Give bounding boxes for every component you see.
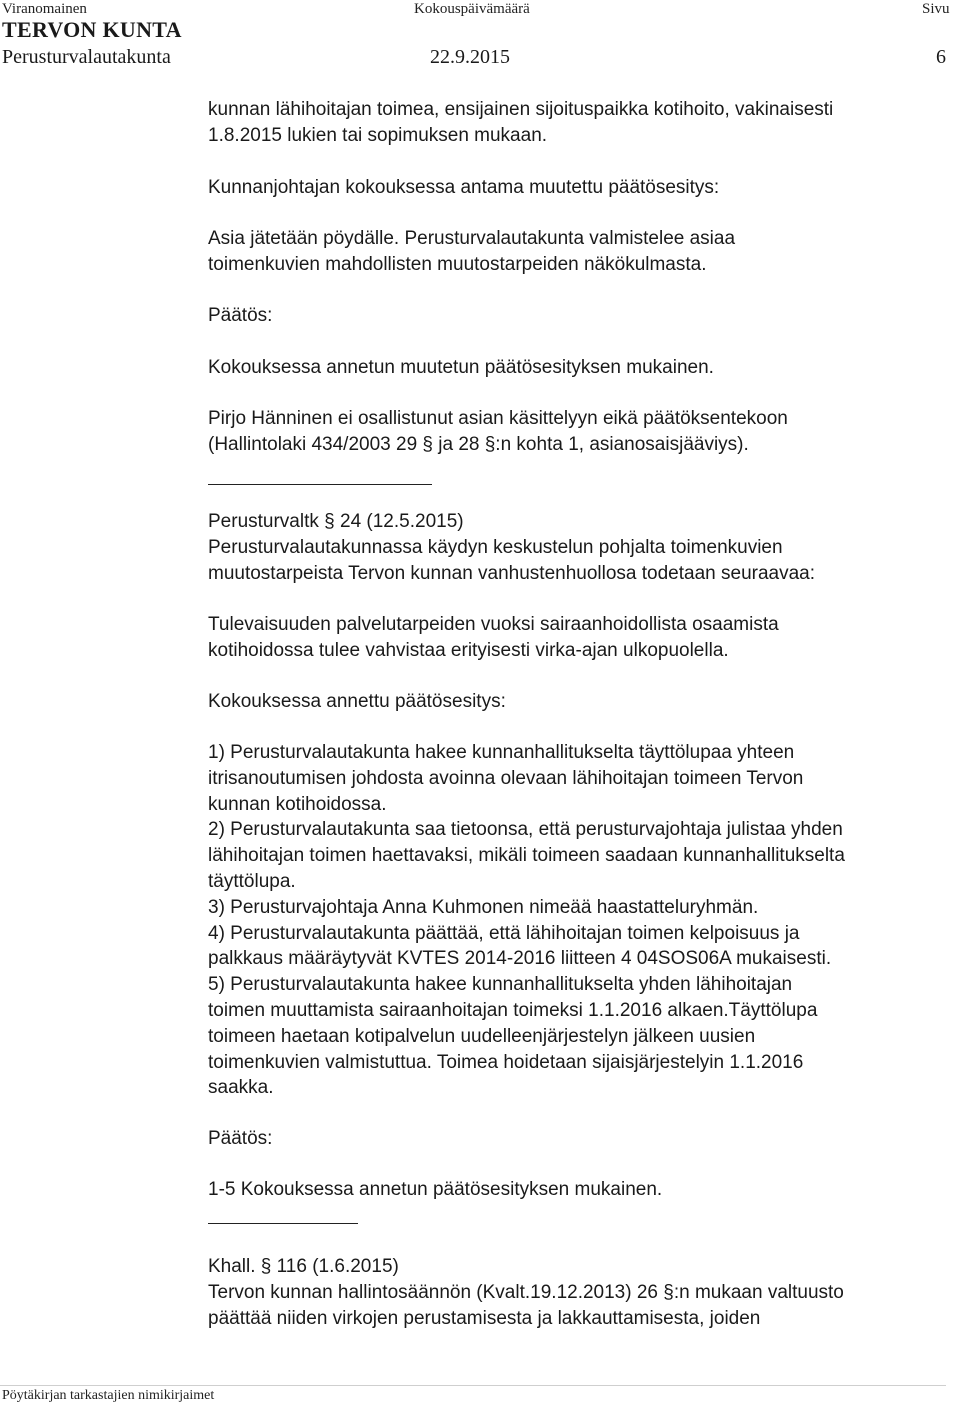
footer-signature-label: Pöytäkirjan tarkastajien nimikirjaimet (2, 1388, 215, 1403)
text-line: kotihoidossa tulee vahvistaa erityisesti virka-ajan ulkopuolella. (208, 639, 729, 661)
paragraph-future-needs (208, 612, 960, 664)
header-label-viranomainen: Viranomainen (2, 1, 87, 17)
text-line: Kokouksessa annetun muutetun päätösesityksen mukainen. (208, 357, 714, 378)
department-name: Perusturvalautakunta (2, 46, 171, 68)
paragraph-position-description (208, 97, 960, 149)
list-item: 3) Perusturvajohtaja Anna Kuhmonen nimeää haastatteluryhmän. (208, 896, 759, 918)
decision-label (208, 303, 960, 329)
text-line: Päätös: (208, 305, 273, 326)
paragraph-disqualification (208, 406, 960, 458)
paragraph-manager-proposal-heading (208, 175, 960, 201)
organization-name: TERVON KUNTA (2, 17, 182, 42)
paragraph-decision-2 (208, 1177, 960, 1203)
header-label-sivu: Sivu (922, 1, 950, 17)
text-line: Perusturvalautakunnassa käydyn keskustelun pohjalta toimenkuvien (208, 536, 783, 558)
paragraph-decision-1 (208, 355, 960, 381)
footer-divider (0, 1385, 946, 1386)
list-item: toimenkuvien valmistuttua. Toimea hoidetaan sijaisjärjestelyin 1.1.2016 (208, 1051, 804, 1073)
text-line: päättää niiden virkojen perustamisesta ja lakkauttamisesta, joiden (208, 1307, 761, 1329)
text-line: Kokouksessa annettu päätösesitys: (208, 691, 506, 712)
text-line: muutostarpeista Tervon kunnan vanhustenhuollosa todetaan seuraavaa: (208, 562, 816, 584)
list-item: saakka. (208, 1077, 274, 1099)
paragraph-tabled (208, 226, 960, 278)
text-line: Päätös: (208, 1128, 273, 1149)
list-item: täyttölupa. (208, 870, 296, 892)
text-line: Kunnanjohtajan kokouksessa antama muutettu päätösesitys: (208, 177, 720, 198)
list-item: palkkaus määräytyvät KVTES 2014-2016 liitteen 4 04SOS06A mukaisesti. (208, 948, 832, 970)
text-line: 1.8.2015 lukien tai sopimuksen mukaan. (208, 124, 548, 146)
section-divider (208, 1223, 358, 1224)
list-item: lähihoitajan toimen haettavaksi, mikäli toimeen saadaan kunnanhallitukselta (208, 845, 845, 867)
text-line: Pirjo Hänninen ei osallistunut asian käsittelyyn eikä päätöksentekoon (208, 408, 788, 429)
meeting-date: 22.9.2015 (430, 46, 510, 68)
list-item: 5) Perusturvalautakunta hakee kunnanhallitukselta yhden lähihoitajan (208, 974, 793, 996)
text-line: toimenkuvien mahdollisten muutostarpeiden näkökulmasta. (208, 253, 707, 275)
text-line: Khall. § 116 (1.6.2015) (208, 1256, 399, 1277)
paragraph-proposal-heading (208, 689, 960, 715)
text-line: 1-5 Kokouksessa annetun päätösesityksen mukainen. (208, 1179, 663, 1200)
decision-label (208, 1126, 960, 1152)
header-label-kokouspaivamaara: Kokouspäivämäärä (414, 1, 530, 17)
text-line: kunnan lähihoitajan toimea, ensijainen sijoituspaikka kotihoito, vakinaisesti (208, 99, 834, 120)
list-item: toimen muuttamista sairaanhoitajan toimeksi 1.1.2016 alkaen.Täyttölupa (208, 999, 818, 1021)
list-item: 4) Perusturvalautakunta päättää, että lähihoitajan toimen kelpoisuus ja (208, 922, 800, 944)
section-divider (208, 484, 432, 485)
list-item: toimeen haetaan kotipalvelun uudelleenjärjestelyn jälkeen uusien (208, 1025, 756, 1047)
list-item: itrisanoutumisen johdosta avoinna olevaan lähihoitajan toimeen Tervon (208, 767, 804, 789)
text-line: (Hallintolaki 434/2003 29 § ja 28 §:n kohta 1, asianosaisjääviys). (208, 433, 749, 455)
text-line: Asia jätetään pöydälle. Perusturvalautakunta valmistelee asiaa (208, 228, 736, 249)
text-line: Perusturvaltk § 24 (12.5.2015) (208, 511, 464, 532)
paragraph-perusturvaltk-24 (208, 509, 960, 586)
list-item: kunnan kotihoidossa. (208, 793, 387, 815)
paragraph-khall-116 (208, 1254, 960, 1331)
page-number: 6 (936, 46, 946, 68)
text-line: Tervon kunnan hallintosäännön (Kvalt.19.12.2013) 26 §:n mukaan valtuusto (208, 1281, 844, 1303)
list-item: 1) Perusturvalautakunta hakee kunnanhallitukselta täyttölupaa yhteen (208, 742, 795, 763)
list-item: 2) Perusturvalautakunta saa tietoonsa, että perusturvajohtaja julistaa yhden (208, 819, 843, 841)
text-line: Tulevaisuuden palvelutarpeiden vuoksi sairaanhoidollista osaamista (208, 614, 779, 635)
proposal-items-list (208, 740, 960, 1101)
